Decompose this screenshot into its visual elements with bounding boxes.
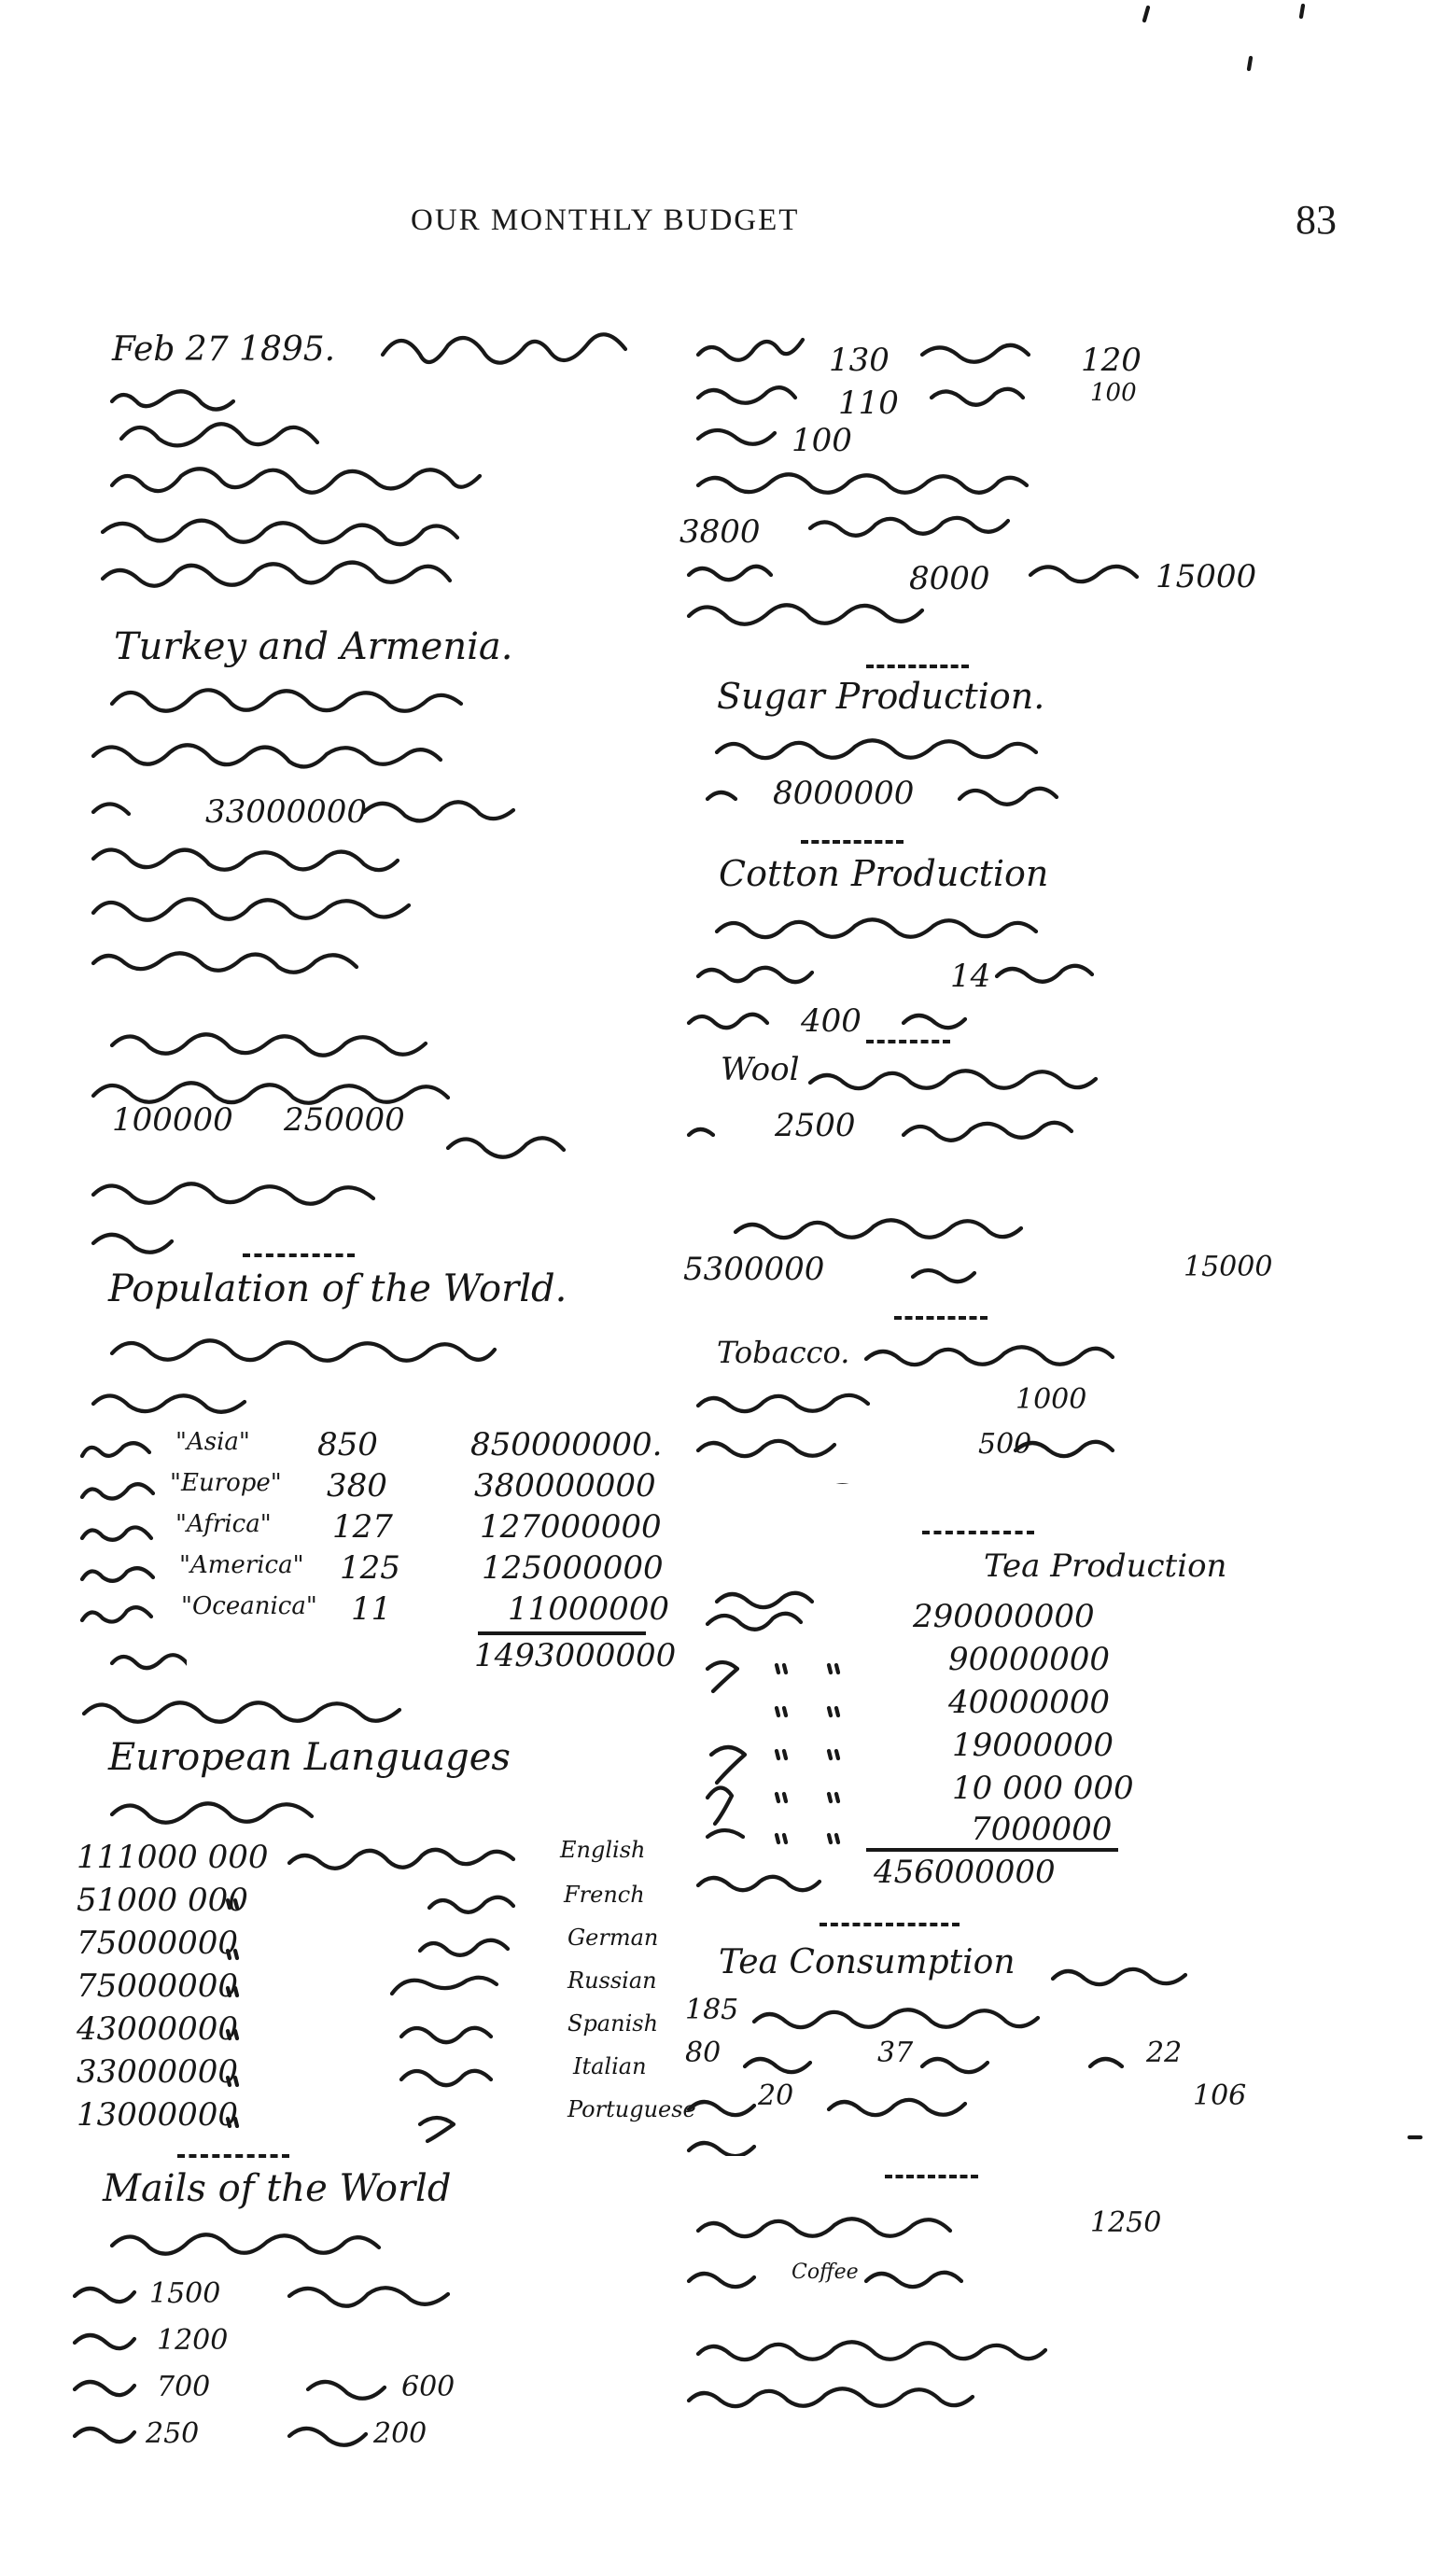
tea-value: 290000000	[913, 1598, 1095, 1635]
shorthand-tea-marks	[679, 1587, 885, 1904]
tea-consumption-figure-5: 20	[758, 2079, 794, 2112]
tea-consumption-figure-1: 185	[685, 1994, 739, 2026]
top-figure-8: 15000	[1156, 558, 1257, 595]
heading-cotton-production: Cotton Production	[719, 853, 1049, 894]
language-speakers: 75000000	[77, 1967, 239, 2005]
mails-figure-3: 700	[157, 2371, 211, 2403]
population-short: 125	[340, 1549, 400, 1587]
top-figure-6: 3800	[679, 513, 761, 551]
population-value: 11000000	[508, 1590, 670, 1628]
divider-rule	[885, 2175, 978, 2178]
shorthand-intro	[56, 317, 672, 616]
running-head: OUR MONTHLY BUDGET	[411, 203, 800, 237]
divider-rule	[820, 1923, 960, 1926]
coffee-label: Coffee	[792, 2261, 859, 2284]
population-value: 380000000	[474, 1467, 656, 1505]
tobacco-figure-1: 1000	[1016, 1383, 1087, 1416]
language-speakers: 75000000	[77, 1925, 239, 1962]
wool-figure-1: 2500	[775, 1107, 856, 1144]
divider-rule	[243, 1253, 355, 1257]
turkey-figure-2: 100000	[112, 1101, 233, 1139]
shorthand-population	[56, 1316, 672, 1419]
top-figure-4: 100	[1090, 379, 1137, 407]
total-rule	[478, 1631, 646, 1635]
shorthand-languages	[56, 1781, 429, 1837]
divider-rule	[894, 1316, 988, 1320]
population-region: "Europe"	[170, 1469, 282, 1497]
mails-figure-4: 600	[401, 2371, 455, 2403]
cotton-figure-2: 400	[801, 1002, 862, 1040]
heading-turkey-armenia: Turkey and Armenia.	[114, 625, 513, 668]
turkey-figure-1: 33000000	[205, 793, 368, 831]
wool-figure-2: 5300000	[683, 1251, 825, 1288]
population-short: 380	[327, 1467, 387, 1505]
coffee-figure: 1250	[1090, 2206, 1162, 2239]
language-speakers: 33000000	[77, 2053, 239, 2091]
sugar-figure: 8000000	[773, 775, 915, 812]
mails-figure-2: 1200	[157, 2324, 229, 2357]
top-figure-3: 110	[838, 385, 899, 422]
divider-rule	[866, 665, 969, 668]
top-figure-5: 100	[792, 422, 852, 459]
wool-figure-3: 15000	[1184, 1251, 1273, 1283]
divider-rule	[801, 840, 904, 844]
population-region: "Africa"	[175, 1510, 272, 1538]
shorthand-population-marks	[56, 1419, 187, 1689]
top-figure-1: 130	[829, 342, 890, 379]
margin-mark	[1400, 2128, 1437, 2147]
tobacco-figure-2: 500	[978, 1428, 1032, 1461]
mails-figure-5: 250	[146, 2417, 200, 2450]
heading-sugar-production: Sugar Production.	[717, 676, 1045, 717]
shorthand-top-right	[679, 317, 1296, 644]
language-speakers: 43000000	[77, 2010, 239, 2048]
tea-value: 19000000	[952, 1727, 1114, 1764]
divider-rule	[922, 1531, 1034, 1534]
top-figure-2: 120	[1081, 342, 1142, 379]
population-value: 125000000	[482, 1549, 664, 1587]
population-value: 127000000	[480, 1508, 662, 1546]
population-short: 11	[351, 1590, 392, 1628]
language-speakers: 51000 000	[77, 1882, 248, 1919]
tea-consumption-figure-6: 106	[1193, 2079, 1247, 2112]
tea-value: 7000000	[971, 1811, 1113, 1848]
mails-figure-1: 1500	[149, 2277, 221, 2310]
population-region: "Oceanica"	[181, 1592, 317, 1620]
shorthand-sugar	[679, 719, 1296, 821]
tea-consumption-figure-2: 80	[685, 2037, 722, 2069]
language-speakers: 111000 000	[77, 1839, 269, 1876]
heading-tea-consumption: Tea Consumption	[719, 1943, 1016, 1981]
heading-european-languages: European Languages	[108, 1736, 511, 1779]
turkey-figure-3: 250000	[284, 1101, 405, 1139]
heading-mails: Mails of the World	[103, 2167, 452, 2210]
page-header	[0, 196, 1443, 252]
tea-consumption-figure-4: 22	[1146, 2037, 1183, 2069]
language-name: Portuguese	[567, 2096, 696, 2122]
mails-figure-6: 200	[373, 2417, 427, 2450]
language-name: Spanish	[567, 2010, 659, 2037]
language-name: German	[567, 1925, 659, 1951]
shorthand-tea-consumption	[679, 1941, 1296, 2156]
cotton-figure-1: 14	[950, 958, 991, 995]
population-region: "Asia"	[175, 1428, 250, 1456]
entry-date: Feb 27 1895.	[112, 330, 336, 369]
tea-total: 456000000	[874, 1854, 1056, 1891]
ditto-marks	[205, 1848, 261, 2128]
divider-rule	[866, 1040, 950, 1043]
population-value: 850000000.	[470, 1426, 663, 1463]
heading-wool: Wool	[721, 1051, 800, 1088]
shorthand-languages-marks	[280, 1829, 569, 2147]
population-short: 850	[317, 1426, 378, 1463]
total-rule	[866, 1848, 1118, 1852]
tea-value: 40000000	[948, 1684, 1111, 1721]
tea-value: 90000000	[948, 1641, 1111, 1678]
tea-value: 10 000 000	[952, 1770, 1134, 1807]
population-short: 127	[332, 1508, 393, 1546]
language-name: Russian	[567, 1967, 657, 1994]
shorthand-turkey	[56, 672, 672, 1008]
page-number: 83	[1296, 197, 1337, 243]
shorthand-coffee	[679, 2193, 1296, 2436]
language-name: Italian	[573, 2053, 647, 2079]
heading-tea-production: Tea Production	[984, 1547, 1227, 1585]
shorthand-turkey-2	[56, 1008, 672, 1269]
population-region: "America"	[179, 1551, 304, 1579]
stray-marks	[1120, 0, 1307, 75]
language-name: English	[560, 1837, 646, 1863]
language-speakers: 13000000	[77, 2096, 239, 2134]
population-total: 1493000000	[474, 1637, 677, 1674]
divider-rule	[177, 2154, 289, 2158]
language-name: French	[564, 1882, 645, 1908]
heading-tobacco: Tobacco.	[717, 1335, 850, 1370]
heading-population: Population of the World.	[108, 1267, 567, 1310]
top-figure-7: 8000	[909, 560, 990, 597]
tea-consumption-figure-3: 37	[877, 2037, 914, 2069]
